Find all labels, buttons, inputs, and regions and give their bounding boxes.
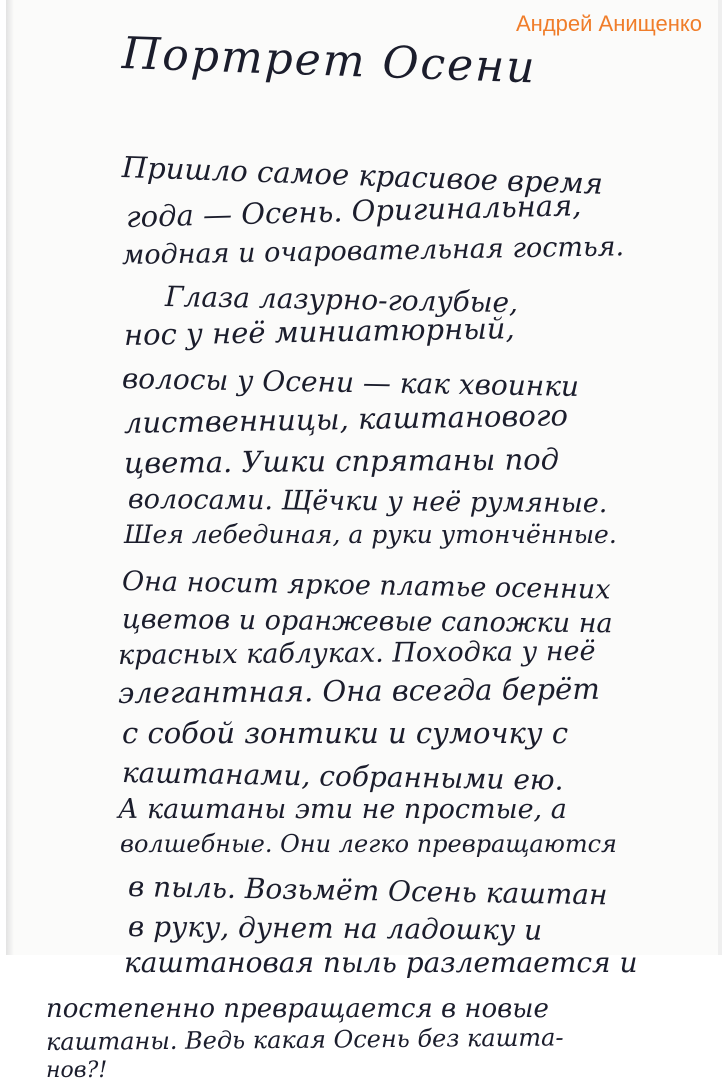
text-line-12: цветов и оранжевые сапожки на — [121, 604, 613, 640]
text-line-6: волосы у Осени — как хвоинки — [121, 362, 580, 403]
text-line-24: нов?! — [46, 1058, 108, 1083]
text-line-15: с собой зонтики и сумочку с — [122, 716, 569, 750]
page-edge — [718, 0, 722, 955]
text-line-22: постепенно превращается в новые — [46, 994, 549, 1024]
text-line-21: каштановая пыль разлетается и — [124, 946, 638, 979]
text-line-11: Она носит яркое платье осенних — [121, 566, 611, 606]
text-line-1: Пришло самое красивое время — [121, 150, 604, 201]
text-line-14: элегантная. Она всегда берёт — [117, 671, 600, 710]
text-line-7: лиственницы, каштанового — [123, 398, 569, 440]
essay-title: Портрет Осени — [121, 28, 538, 94]
text-line-17: А каштаны эти не простые, а — [118, 794, 567, 825]
text-line-5: нос у неё миниатюрный, — [123, 311, 515, 352]
text-line-13: красных каблуках. Походка у неё — [117, 635, 596, 671]
text-line-18: волшебные. Они легко превращаются — [120, 830, 617, 858]
page-shadow — [6, 0, 14, 955]
text-line-3: модная и очаровательная гостья. — [121, 231, 625, 271]
text-line-16: каштанами, собранными ею. — [121, 756, 564, 797]
text-line-9: волосами. Щёчки у неё румяные. — [127, 484, 608, 520]
text-line-20: в руку, дунет на ладошку и — [127, 910, 543, 947]
text-line-4: Глаза лазурно-голубые, — [164, 280, 519, 320]
text-line-19: в пыль. Возьмёт Осень каштан — [127, 870, 608, 912]
text-line-23: каштаны. Ведь какая Осень без кашта- — [45, 1023, 564, 1056]
text-line-10: Шея лебединая, а руки утончённые. — [124, 520, 617, 549]
text-line-2: года — Осень. Оригинальная, — [125, 188, 582, 234]
text-line-8: цвета. Ушки спрятаны под — [123, 442, 560, 480]
author-credit: Андрей Анищенко — [516, 11, 702, 36]
